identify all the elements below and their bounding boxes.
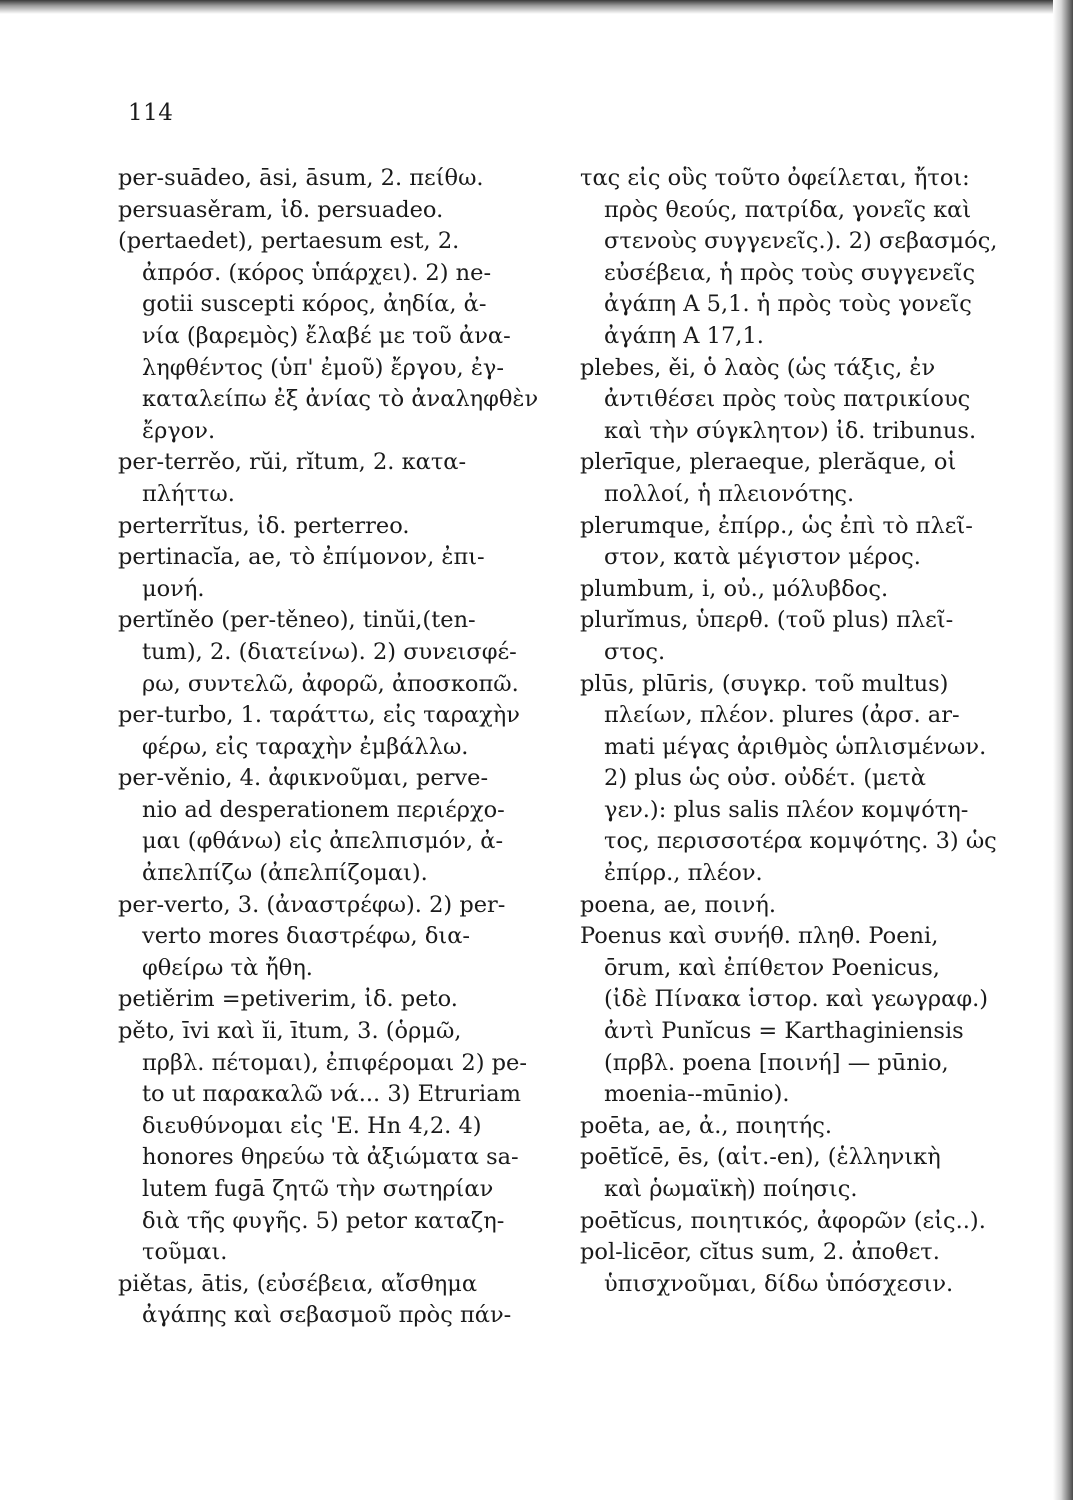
dictionary-entry: plerīque, pleraeque, plerăque, οἱ πολλοί, ἡ πλειονότης. [580, 449, 957, 507]
dictionary-entry: pertĭněo (per-těneo), tinŭi,(ten- tum), 2. (διατείνω). 2) συνεισφέ- ρω, συντελῶ, ἀφορῶ, ἀποσκοπῶ. [118, 607, 519, 697]
dictionary-entry: plebes, ěi, ὁ λαὸς (ὡς τάξις, ἐν ἀντιθέσει πρὸς τοὺς πατρικίους καὶ τὴν σύγκλητον) ἰδ. tribunus. [580, 354, 977, 444]
scan-top-edge [0, 0, 1073, 14]
dictionary-entry: pol-licēor, cĭtus sum, 2. ἀποθετ. ὑπισχνοῦμαι, δίδω ὑπόσχεσιν. [580, 1239, 954, 1297]
dictionary-entry: perterrĭtus, ἰδ. perterreo. [118, 512, 410, 539]
dictionary-entry: persuasěram, ἰδ. persuadeo. [118, 196, 444, 223]
dictionary-entry: pěto, īvi καὶ ĭi, ītum, 3. (ὁρμῶ, πρβλ. πέτομαι), ἐπιφέρομαι 2) pe- to ut παρακαλῶ νά... 3) Etruriam διευθύνομαι εἰς 'Ε. Hn 4,2. 4) honores θηρεύω τὰ ἀξιώματα sa- lutem fugā ζητῶ τὴν σωτηρίαν διὰ τῆς φυγῆς. 5) petor καταζη- τοῦμαι. [118, 1018, 527, 1266]
right-column [580, 163, 1030, 1300]
dictionary-entry: poētĭcē, ēs, (αἰτ.-en), (ἑλληνικὴ καὶ ῥωμαϊκὴ) ποίησις. [580, 1144, 941, 1202]
page-number: 114 [128, 100, 174, 126]
dictionary-entry: plerumque, ἐπίρρ., ὡς ἐπὶ τὸ πλεῖ- στον, κατὰ μέγιστον μέρος. [580, 512, 973, 571]
dictionary-entry: Poenus καὶ συνήθ. πληθ. Poeni, ōrum, καὶ ἐπίθετον Poenicus, (ἰδὲ Πίνακα ἱστορ. καὶ γεωγραφ.) ἀντὶ Punĭcus = Karthaginiensis (πρβλ. poena [ποινή] — pūnio, moenia--mūnio). [580, 923, 989, 1108]
dictionary-entry: pertinacĭa, ae, τὸ ἐπίμονον, ἐπι- μονή. [118, 544, 485, 602]
left-column [118, 163, 563, 1332]
dictionary-entry: per-turbo, 1. ταράττω, εἰς ταραχὴν φέρω, εἰς ταραχὴν ἐμβάλλω. [118, 702, 520, 760]
dictionary-entry: per-věnio, 4. ἀφικνοῦμαι, perve- nio ad desperationem περιέρχο- μαι (φθάνω) εἰς ἀπελπισμόν, ἀ- ἀπελπίζω (ἀπελπίζομαι). [118, 765, 505, 887]
scan-right-edge [1053, 0, 1073, 1500]
dictionary-entry: petiěrim =petiverim, ἰδ. peto. [118, 986, 458, 1013]
dictionary-entry: per-suādeo, āsi, āsum, 2. πείθω. [118, 165, 484, 191]
dictionary-entry: piětas, ātis, (εὐσέβεια, αἴσθημα ἀγάπης καὶ σεβασμοῦ πρὸς πάν- [118, 1270, 512, 1329]
dictionary-entry: (pertaedet), pertaesum est, 2. ἀπρόσ. (κόρος ὑπάρχει). 2) ne- gotii suscepti κόρος, ἀηδία, ἀ- νία (βαρεμὸς) ἔλαβέ με τοῦ ἀνα- ληφθέντος (ὑπ' ἐμοῦ) ἔργου, ἐγ- καταλείπω ἐξ ἀνίας τὸ ἀναληφθὲν ἔργον. [118, 228, 539, 444]
dictionary-entry: per-terrěo, rŭi, rĭtum, 2. κατα- πλήττω. [118, 449, 467, 507]
dictionary-entry: plūs, plūris, (συγκρ. τοῦ multus) πλείων, πλέον. plures (ἀρσ. ar- mati μέγας ἀριθμὸς ὡπλισμένων. 2) plus ὡς οὐσ. οὐδέτ. (μετὰ γεν.): plus salis πλέον κομψότη- τος, περισσοτέρα κομψότης. 3) ὡς ἐπίρρ., πλέον. [580, 670, 997, 887]
dictionary-entry: plurĭmus, ὑπερθ. (τοῦ plus) πλεῖ- στος. [580, 607, 954, 665]
dictionary-entry: per-verto, 3. (ἀναστρέφω). 2) per- verto mores διαστρέφω, δια- φθείρω τὰ ἤθη. [118, 891, 506, 981]
dictionary-entry: plumbum, i, οὐ., μόλυβδος. [580, 575, 889, 602]
dictionary-entry: poena, ae, ποινή. [580, 891, 776, 918]
dictionary-entry: τας εἰς οὓς τοῦτο ὀφείλεται, ἤτοι: πρὸς θεούς, πατρίδα, γονεῖς καὶ στενοὺς συγγενεῖς.). 2) σεβασμός, εὐσέβεια, ἡ πρὸς τοὺς συγγενεῖς ἀγάπη A 5,1. ἡ πρὸς τοὺς γονεῖς ἀγάπη A 17,1. [580, 165, 998, 349]
dictionary-entry: poēta, ae, ἀ., ποιητής. [580, 1112, 833, 1139]
dictionary-entry: poētĭcus, ποιητικός, ἀφορῶν (εἰς..). [580, 1207, 986, 1234]
